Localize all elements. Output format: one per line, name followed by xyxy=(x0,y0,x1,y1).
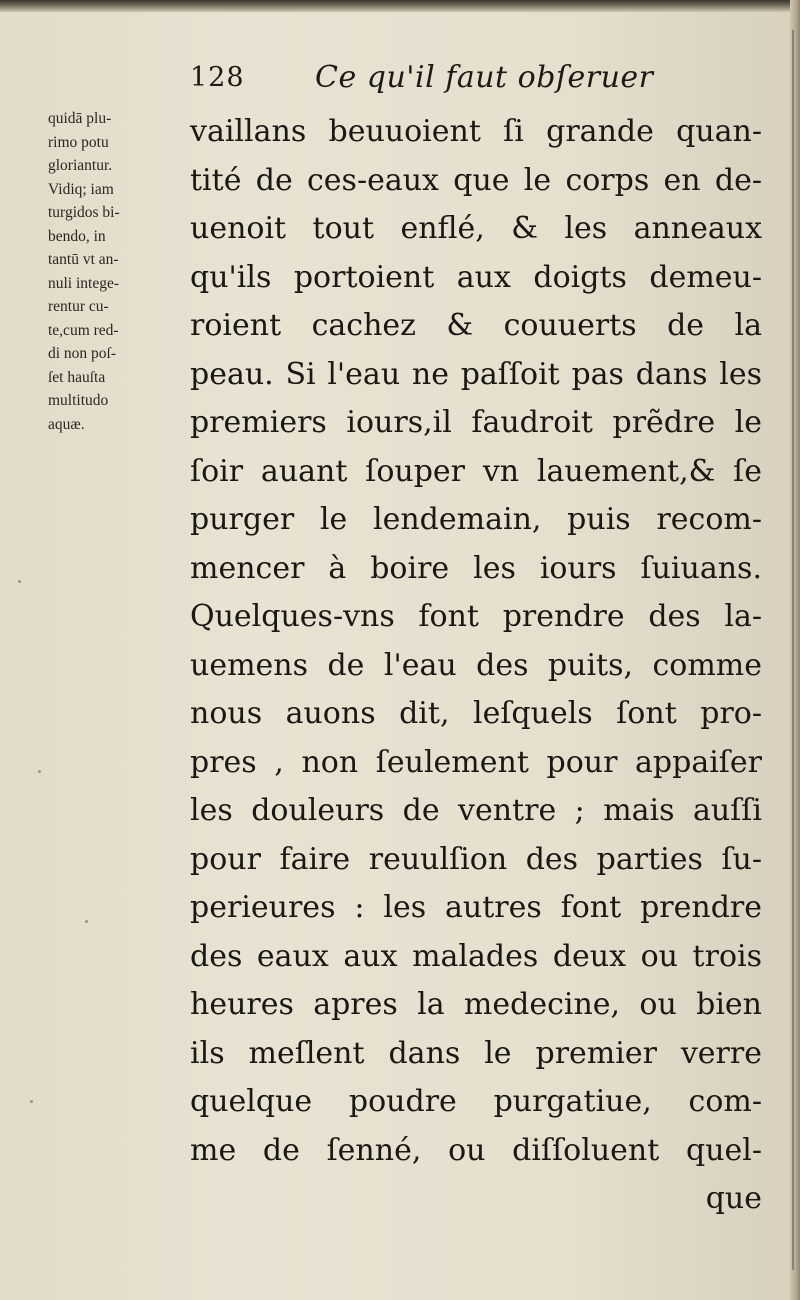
body-line: Quelques-vns font prendre des la- xyxy=(190,599,762,634)
body-line: pres , non ſeulement pour appaiſer xyxy=(190,744,762,780)
margin-note-line: tantū vt an- xyxy=(48,251,119,268)
body-line: perieures : les autres font prendre xyxy=(190,890,762,925)
body-line: ſoir auant ſouper vn lauement,& ſe xyxy=(190,453,762,489)
running-head: Ce qu'il faut obſeruer xyxy=(315,60,654,95)
paper-speck xyxy=(85,920,88,923)
margin-note-line: rimo potu xyxy=(48,133,109,151)
body-line: premiers iours,il faudroit prẽdre le xyxy=(190,405,762,440)
margin-note-line: ſet hauſta xyxy=(48,368,106,386)
margin-note-line: te,cum red- xyxy=(48,321,119,339)
margin-note-line: gloriantur. xyxy=(48,157,113,174)
page-number: 128 xyxy=(190,62,245,93)
body-line: heures apres la medecine, ou bien xyxy=(190,987,762,1022)
body-line: qu'ils portoient aux doigts demeu- xyxy=(190,259,762,295)
body-line: roient cachez & couuerts de la xyxy=(190,308,762,343)
margin-note-line: aquæ. xyxy=(48,415,85,433)
paper-speck xyxy=(30,1100,33,1103)
margin-note-line: Vidiq; iam xyxy=(48,180,114,198)
margin-note-line: turgidos bi- xyxy=(48,204,120,221)
body-line: pour faire reuulſion des parties ſu- xyxy=(190,841,762,877)
body-line: uemens de l'eau des puits, comme xyxy=(190,647,762,683)
body-line: mencer à boire les iours ſuiuans. xyxy=(190,550,762,586)
body-line: me de ſenné, ou diſſoluent quel- xyxy=(190,1132,762,1168)
paper-speck xyxy=(18,580,21,583)
margin-note xyxy=(48,107,186,436)
margin-note-line: di non poſ- xyxy=(48,345,117,362)
body-text xyxy=(190,108,770,1224)
margin-note-line: rentur cu- xyxy=(48,298,109,315)
catchword: que xyxy=(705,1181,762,1216)
page-right-edge xyxy=(790,0,800,1300)
body-line: purger le lendemain, puis recom- xyxy=(190,502,762,537)
margin-note-line: bendo, in xyxy=(48,227,106,245)
body-line: les douleurs de ventre ; mais auſſi xyxy=(190,793,762,828)
margin-note-line: multitudo xyxy=(48,392,109,409)
page-top-edge xyxy=(0,0,800,12)
body-line: tité de ces-eaux que le corps en de- xyxy=(190,162,762,198)
body-line: uenoit tout enflé, & les anneaux xyxy=(190,211,762,246)
page-header xyxy=(190,62,750,108)
margin-note-line: nuli intege- xyxy=(48,274,120,292)
paper-speck xyxy=(38,770,41,773)
margin-note-line: quidā plu- xyxy=(48,110,112,127)
body-line: peau. Si l'eau ne paſſoit pas dans les xyxy=(190,356,762,392)
body-line: vaillans beuuoient ſi grande quan- xyxy=(190,114,762,149)
body-line: quelque poudre purgatiue, com- xyxy=(190,1084,762,1119)
body-line: des eaux aux malades deux ou trois xyxy=(190,938,762,974)
body-line: ils meſlent dans le premier verre xyxy=(190,1035,762,1071)
body-line: nous auons dit, leſquels ſont pro- xyxy=(190,696,762,731)
